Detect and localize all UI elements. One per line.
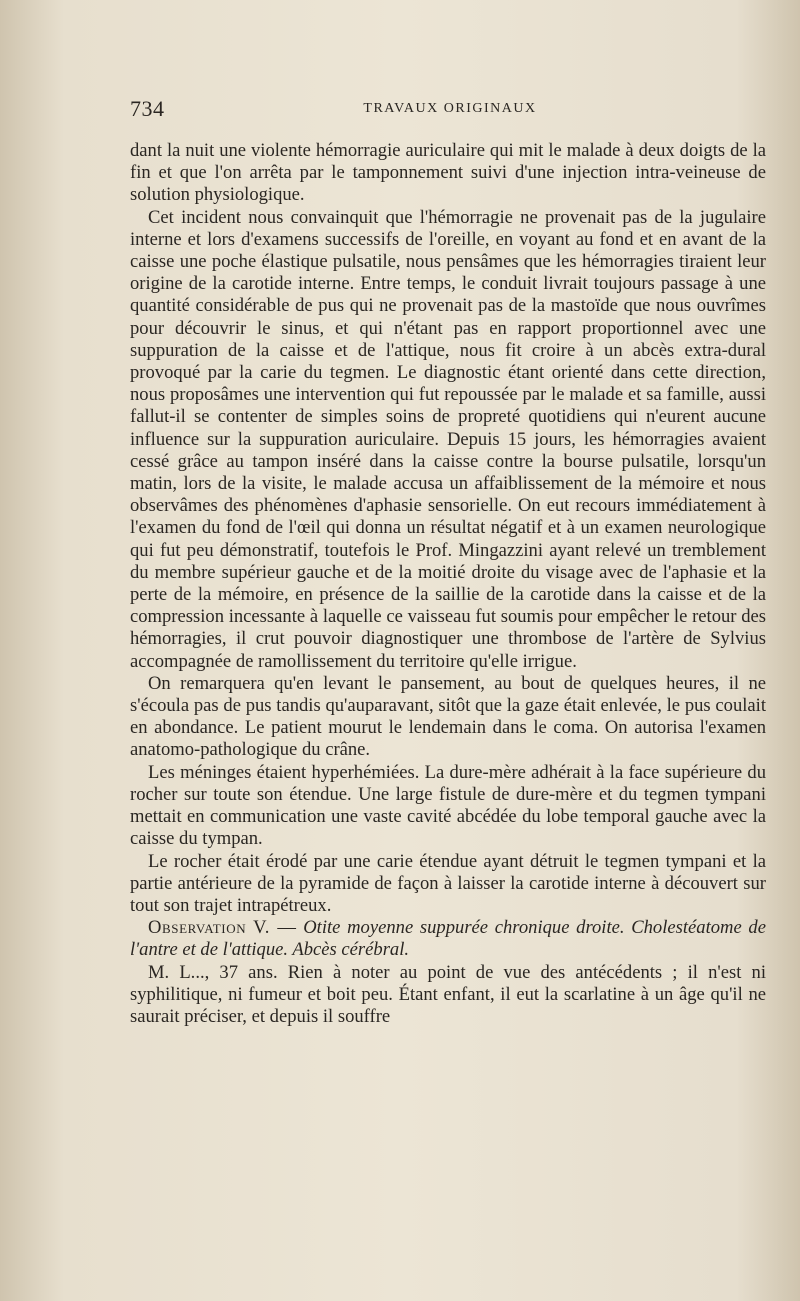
- observation-title: Otite moyenne suppurée chronique droite. Cholestéatome de l'antre et de l'attique. Abcès cérébral.: [130, 917, 766, 961]
- paragraph: Le rocher était érodé par une carie étendue ayant détruit le tegmen tympani et la partie antérieure de la pyramide de façon à laisser la carotide interne à découvert sur tout son trajet intrapétreux.: [130, 850, 766, 916]
- paragraph: M. L..., 37 ans. Rien à noter au point de vue des antécédents ; il n'est ni syphilitique, ni fumeur et boit peu. Étant enfant, il eut la scarlatine à un âge qu'il ne saurait préciser, et depuis il souffre: [130, 961, 766, 1027]
- observation-heading: [130, 917, 766, 961]
- paragraph: Les méninges étaient hyperhémiées. La dure-mère adhérait à la face supérieure du rocher sur toute son étendue. Une large fistule de dure-mère et du tegmen tympani mettait en communication une vaste cavité abcédée du lobe temporal gauche avec la caisse du tympan.: [130, 761, 766, 850]
- paragraph: Cet incident nous convainquit que l'hémorragie ne provenait pas de la jugulaire interne et lors d'examens successifs de l'oreille, en voyant au fond et en avant de la caisse une poche élastique pulsatile, nous pensâmes que les hémorragies tiraient leur origine de la carotide interne. Entre temps, le conduit livrait toujours passage à une quantité considérable de pus qui ne provenait pas de la mastoïde que nous ouvrîmes pour découvrir le sinus, et qui n'étant pas en rapport proportionnel avec une suppuration de la caisse et de l'attique, nous fit croire à un abcès extra-dural provoqué par la carie du tegmen. Le diagnostic étant orienté dans cette direction, nous proposâmes une intervention qui fut repoussée par le malade et sa famille, aussi fallut-il se contenter de simples soins de propreté quotidiens qui n'eurent aucune influence sur la suppuration auriculaire. Depuis 15 jours, les hémorragies avaient cessé grâce au tampon inséré dans la caisse contre la bourse pulsatile, lorsqu'un matin, lors de la visite, le malade accusa un affaiblissement de la mémoire et nous observâmes des phénomènes d'aphasie sensorielle. On eut recours immédiatement à l'examen du fond de l'œil qui donna un résultat négatif et à un examen neurologique qui fut peu démonstratif, toutefois le Prof. Mingazzini ayant relevé un tremblement du membre supérieur gauche et de la moitié droite du visage avec de l'aphasie et la perte de la mémoire, en présence de la saillie de la carotide dans la caisse et de la compression incessante à laquelle ce vaisseau fut soumis pour empêcher le retour des hémorragies, il crut pouvoir diagnostiquer une thrombose de l'artère de Sylvius accompagnée de ramollissement du territoire qu'elle irrigue.: [130, 206, 766, 672]
- paragraph-continuation: dant la nuit une violente hémorragie auriculaire qui mit le malade à deux doigts de la fin et que l'on arrêta par le tamponnement suivi d'une injection intra-veineuse de solution physiologique.: [130, 140, 766, 206]
- observation-label: Observation V. —: [148, 917, 297, 939]
- page-header: [130, 96, 770, 126]
- body-text: [130, 140, 766, 1028]
- paragraph: On remarquera qu'en levant le pansement, au bout de quelques heures, il ne s'écoula pas de pus tandis qu'auparavant, sitôt que la gaze était enlevée, le pus coulait en abondance. Le patient mourut le lendemain dans le coma. On autorisa l'examen anatomo-pathologique du crâne.: [130, 672, 766, 761]
- running-head: TRAVAUX ORIGINAUX: [363, 101, 537, 116]
- page-number: 734: [130, 96, 165, 121]
